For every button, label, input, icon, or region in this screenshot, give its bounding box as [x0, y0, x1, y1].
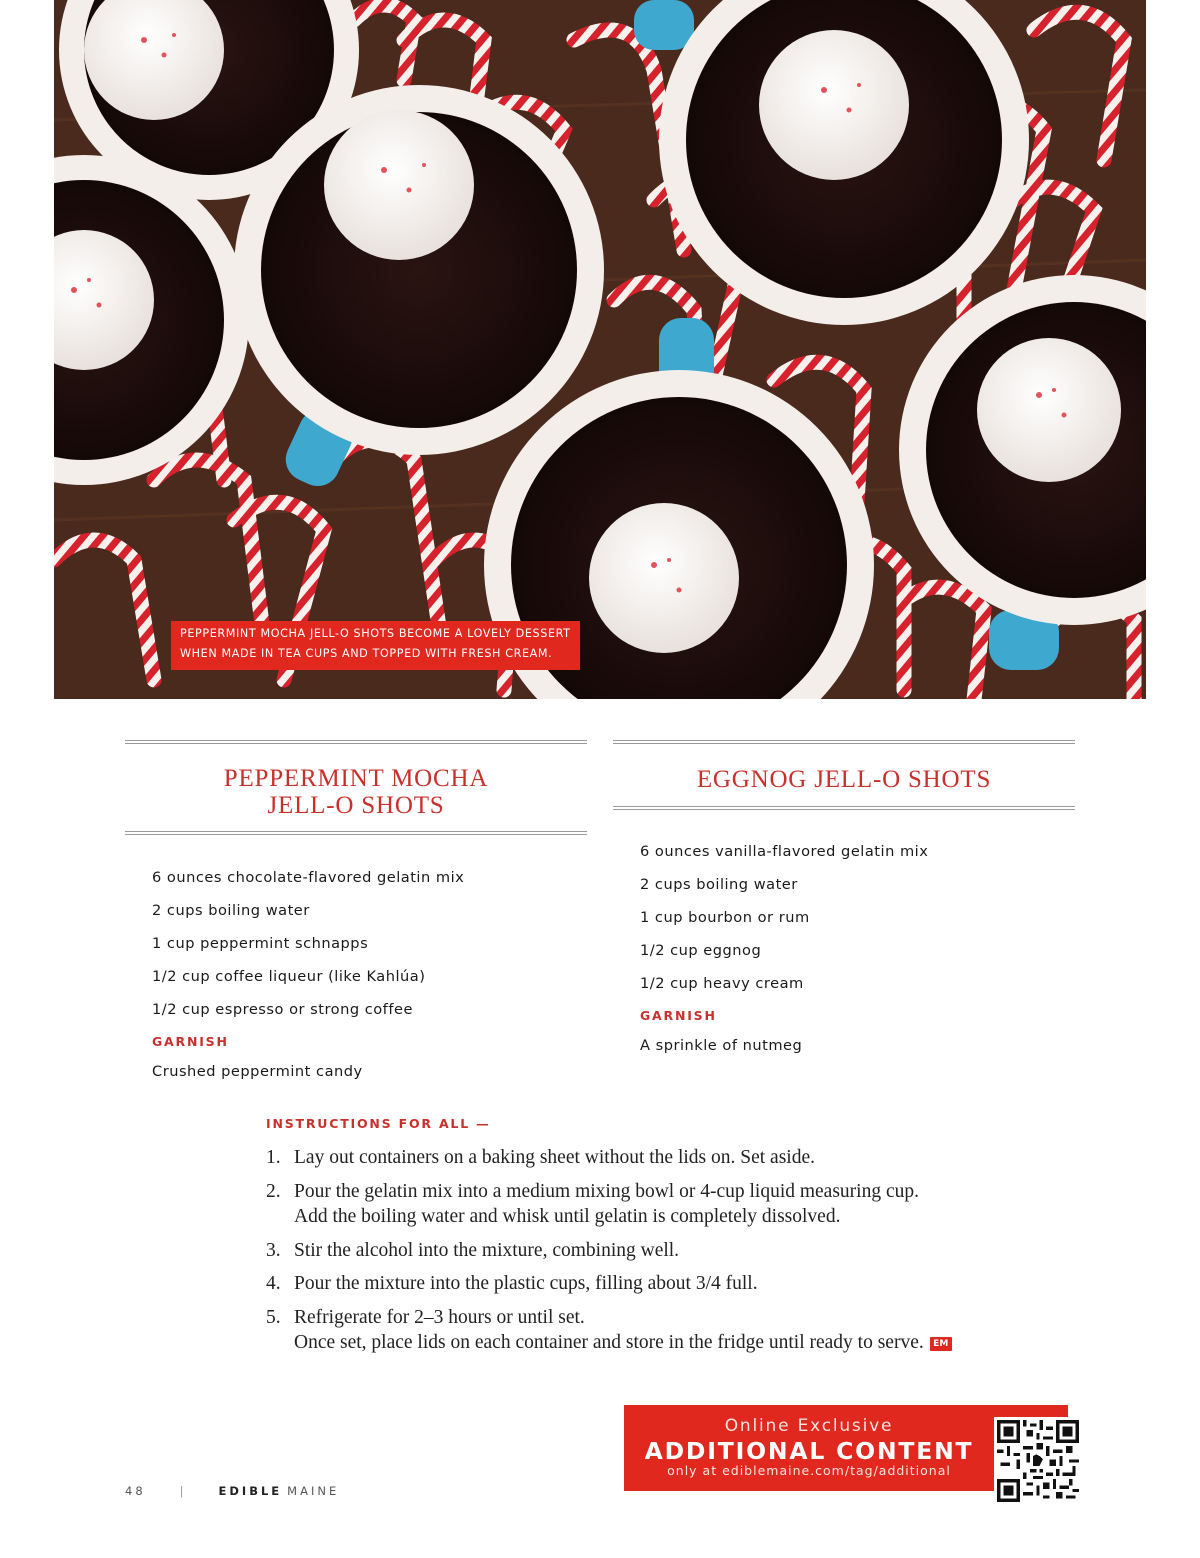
- ingredient-item: 1 cup peppermint schnapps: [152, 935, 369, 952]
- ingredient-item: 2 cups boiling water: [152, 902, 310, 919]
- recipe-eggnog: [613, 740, 1075, 1056]
- ingredients-list: [613, 835, 1075, 1000]
- peppermint-mocha-cups-illustration: [54, 0, 1146, 699]
- banner-accent-strip: [994, 1405, 1068, 1417]
- step-number: 5.: [266, 1306, 281, 1328]
- step-text: [294, 1305, 986, 1331]
- garnish-item: Crushed peppermint candy: [152, 1063, 363, 1080]
- title-rule-bottom: [613, 806, 1075, 810]
- online-exclusive-banner[interactable]: [624, 1405, 994, 1491]
- step-text-content: Refrigerate for 2–3 hours or until set.: [294, 1306, 585, 1328]
- ingredient-item: 6 ounces chocolate-flavored gelatin mix: [152, 869, 465, 886]
- step-text: [294, 1145, 986, 1171]
- recipe-title-line: PEPPERMINT MOCHA: [223, 765, 489, 792]
- step-number: 4.: [266, 1273, 281, 1294]
- step-text-content: Lay out containers on a baking sheet without the lids on. Set aside.: [294, 1147, 815, 1168]
- recipe-title: [125, 744, 587, 831]
- ingredient-item: 2 cups boiling water: [640, 876, 798, 893]
- ingredient-item: 1/2 cup eggnog: [640, 942, 762, 959]
- step-text-content: Once set, place lids on each container and store in the fridge until ready to serve.: [294, 1332, 924, 1353]
- recipe-title: EGGNOG JELL-O SHOTS: [696, 766, 992, 793]
- step-text: [294, 1271, 986, 1297]
- ingredient-item: 1/2 cup espresso or strong coffee: [152, 1001, 413, 1018]
- photo-caption: [171, 621, 580, 670]
- step-text-content: Add the boiling water and whisk until gelatin is completely dissolved.: [294, 1206, 841, 1227]
- instructions-steps: [266, 1145, 986, 1356]
- caption-line: WHEN MADE IN TEA CUPS AND TOPPED WITH FRESH CREAM.: [180, 647, 553, 660]
- step-text: [294, 1204, 986, 1230]
- garnish-label: GARNISH: [152, 1034, 229, 1049]
- step-number: 2.: [266, 1180, 281, 1202]
- instruction-step: [266, 1305, 986, 1356]
- step-number: 3.: [266, 1239, 281, 1261]
- step-text-content: Pour the mixture into the plastic cups, filling about 3/4 full.: [294, 1273, 758, 1294]
- page-number: 48: [125, 1484, 146, 1498]
- banner-kicker: Online Exclusive: [724, 1416, 894, 1436]
- footer-separator: |: [179, 1484, 184, 1498]
- instruction-step: [266, 1271, 986, 1297]
- step-text: [294, 1238, 986, 1264]
- ingredients-list: [125, 861, 587, 1026]
- edible-maine-end-mark-icon: EM: [930, 1337, 952, 1351]
- ingredient-item: 1/2 cup heavy cream: [640, 975, 804, 992]
- caption-line: PEPPERMINT MOCHA JELL-O SHOTS BECOME A LOVELY DESSERT: [180, 627, 571, 640]
- ingredient-item: 1 cup bourbon or rum: [640, 909, 810, 926]
- ingredient-item: 6 ounces vanilla-flavored gelatin mix: [640, 843, 929, 860]
- publication-name-bold: EDIBLE: [218, 1484, 283, 1498]
- title-rule-bottom: [125, 831, 587, 835]
- qr-code-graphic: [997, 1420, 1079, 1502]
- instructions-section: [266, 1115, 986, 1364]
- banner-headline: ADDITIONAL CONTENT: [644, 1437, 974, 1465]
- step-text-content: Stir the alcohol into the mixture, combining well.: [294, 1239, 680, 1261]
- page-footer: [125, 1484, 339, 1498]
- step-text-content: Pour the gelatin mix into a medium mixing bowl or 4-cup liquid measuring cup.: [294, 1180, 919, 1202]
- instruction-step: [266, 1145, 986, 1171]
- step-text: [294, 1330, 986, 1356]
- garnish-item: A sprinkle of nutmeg: [640, 1037, 803, 1054]
- instructions-label: INSTRUCTIONS FOR ALL —: [266, 1116, 491, 1131]
- publication-name-light: MAINE: [287, 1484, 340, 1498]
- hero-photo: [54, 0, 1146, 699]
- qr-code-icon[interactable]: [997, 1420, 1079, 1502]
- instruction-step: [266, 1179, 986, 1230]
- ingredient-item: 1/2 cup coffee liqueur (like Kahlúa): [152, 968, 426, 985]
- banner-url[interactable]: only at ediblemaine.com/tag/additional: [667, 1463, 951, 1478]
- step-number: 1.: [266, 1147, 281, 1168]
- recipe-title-line: JELL-O SHOTS: [267, 792, 445, 819]
- step-text: [294, 1179, 986, 1205]
- recipe-peppermint-mocha: [125, 740, 587, 1082]
- garnish-label: GARNISH: [640, 1008, 717, 1023]
- instruction-step: [266, 1238, 986, 1264]
